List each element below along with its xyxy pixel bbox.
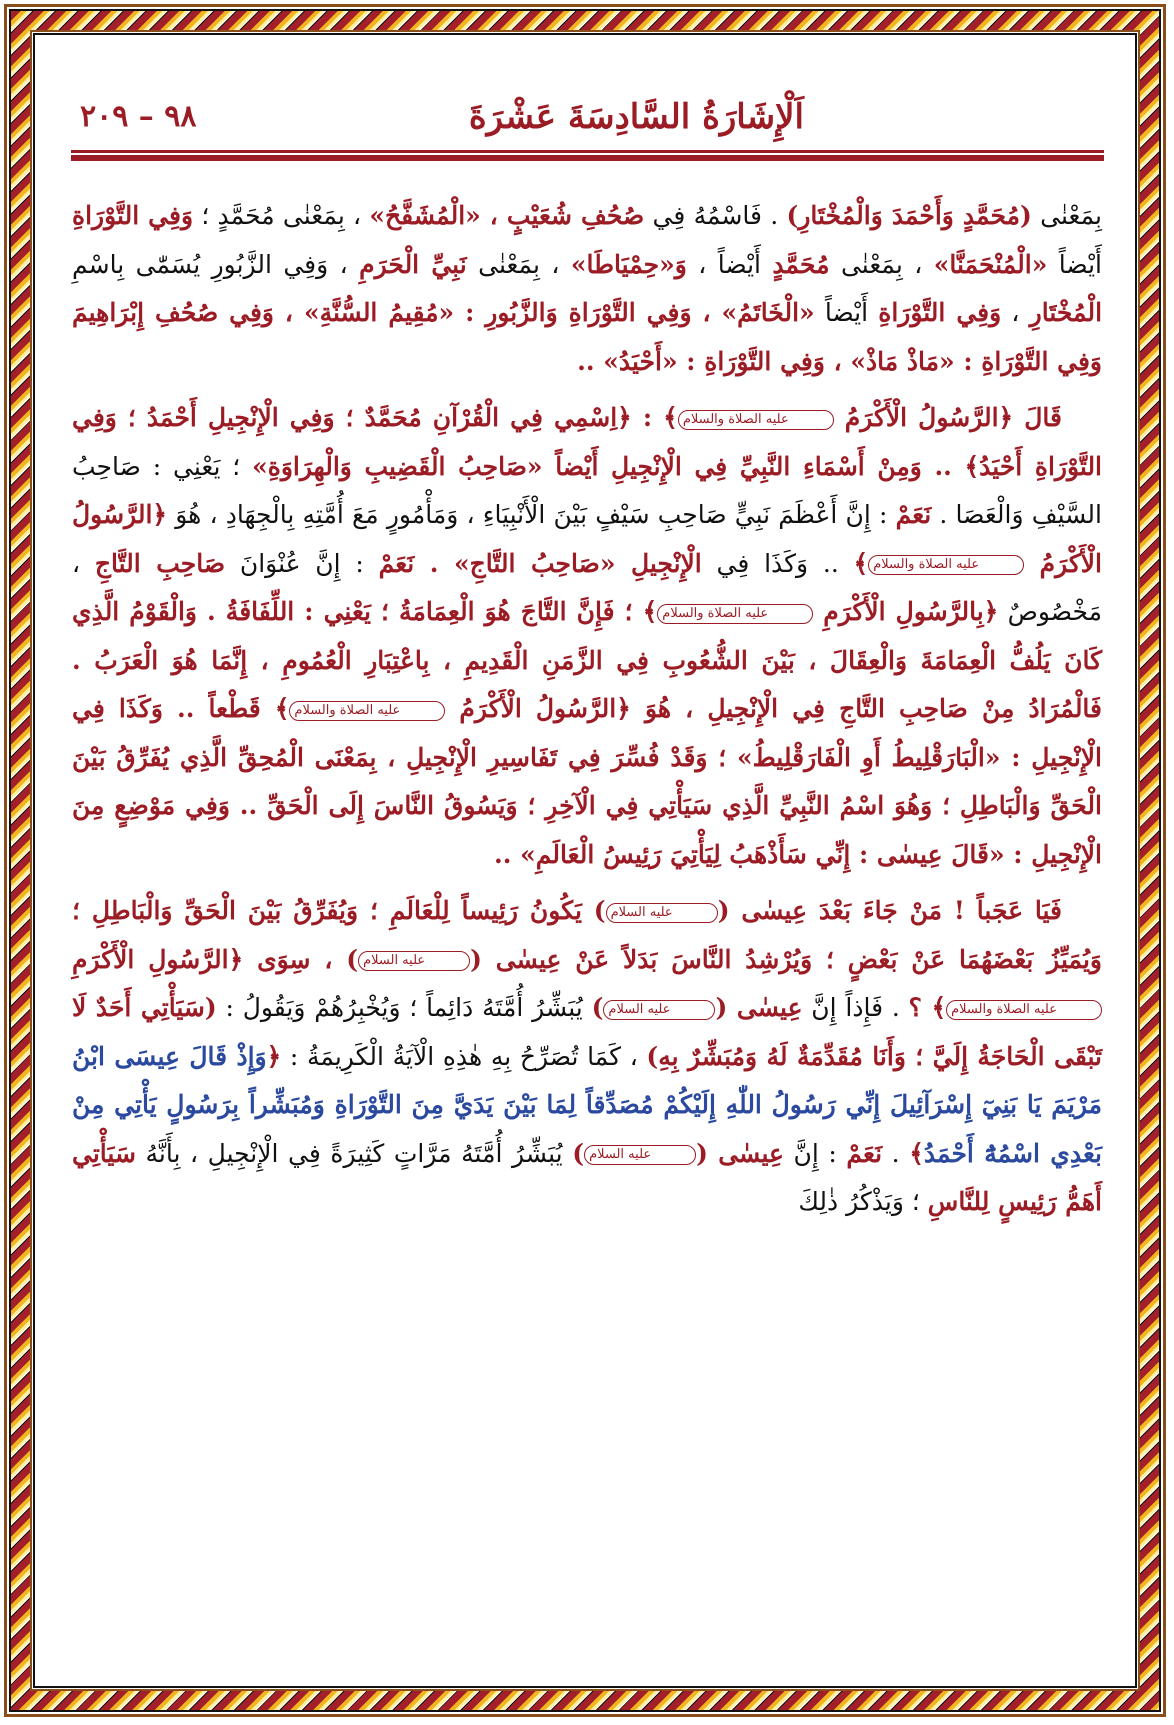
emphasis-text: نَعَمْ: [846, 1138, 883, 1168]
emphasis-text: سَيَأْتِي أَهَمُّ رَئِيسٍ لِلنَّاسِ: [72, 1138, 1102, 1216]
paragraph-1: [72, 192, 1102, 386]
body-text-span: ؛ وَيَذْكُرُ ذٰلِكَ: [798, 1187, 928, 1216]
emphasis-text: وَفِي التَّوْرَاةِ: [878, 298, 1002, 327]
body-text-span: أَيْضاً: [814, 298, 879, 327]
body-text-span: : إِنَّ أَعْظَمَ نَبِيٍّ صَاحِبِ سَيْفٍ بَيْنَ الْأَنْبِيَاءِ ، وَمَأْمُورٍ مَعَ أُمَّتِهِ بِالْجِهَادِ ، هُوَ: [167, 500, 896, 529]
emphasis-text: ﴿الرَّسُولُ الْأَكْرَمُ: [72, 500, 1102, 578]
paragraph-3: [72, 887, 1102, 1227]
body-text-span: .. وَكَذَا فِي: [701, 548, 854, 578]
emphasis-text: عِيسٰى (: [696, 1138, 784, 1168]
emphasis-text: نَعَمْ: [895, 500, 932, 529]
emphasis-text: ) ، سِوَى ﴿الرَّسُولِ الْأَكْرَمِ: [72, 944, 359, 974]
honorific-ligature-icon: عليه السلام: [603, 1000, 715, 1020]
body-text-span: . فَإِذاً إِنَّ: [802, 993, 909, 1022]
honorific-ligature-icon: عليه الصلاة والسلام: [868, 555, 1024, 575]
emphasis-text: «الْمُنْحَمَنَّا»: [933, 249, 1048, 279]
body-text-span: ، كَمَا تُصَرِّحُ بِهِ هٰذِهِ الْآيَةُ الْكَرِيمَةُ :: [281, 1041, 647, 1071]
honorific-ligature-icon: عليه السلام: [584, 1145, 696, 1165]
honorific-ligature-icon: عليه الصلاة والسلام: [657, 604, 813, 624]
emphasis-text: ): [591, 993, 604, 1022]
emphasis-text: (سَيَأْتِي أَحَدٌ لَا تَبْقَى الْحَاجَةُ إِلَيَّ ؛ وَأَنَا مُقَدِّمَةٌ لَهُ وَمُبَشِّرٌ بِهِ): [72, 993, 1102, 1071]
emphasis-text: صُحُفِ شُعَيْبٍ ، «الْمُشَفَّحُ»: [369, 201, 645, 230]
emphasis-text: ) يَكُونُ رَئِيساً لِلْعَالَمِ ؛ وَيُفَرِّقُ بَيْنَ الْحَقِّ وَالْبَاطِلِ ؛ وَيُمَيِّزُ بَعْضَهُمَا عَنْ بَعْضٍ ؛ وَيُرْشِدُ النَّاسَ بَدَلاً عَنْ عِيسٰى (: [72, 896, 1102, 974]
page-range: ٩٨ – ٢٠٩: [80, 99, 197, 134]
header-divider-thin: [71, 150, 1104, 153]
emphasis-text: ﴾ ؛ فَإِنَّ التَّاجَ هُوَ الْعِمَامَةُ ؛ يَعْنِي : اللِّفَافَةُ . وَالْقَوْمُ الَّذِي كَانَ يَلُفُّ الْعِمَامَةَ وَالْعِقَالَ ، بَيْنَ الشُّعُوبِ فِي الزَّمَنِ الْقَدِيمِ ، بِاعْتِبَارِ الْعُمُومِ ، إِنَّمَا هُوَ الْعَرَبُ . فَالْمُرَادُ مِنْ صَاحِبِ التَّاجِ فِي الْإِنْجِيلِ ، هُوَ ﴿الرَّسُولُ الْأَكْرَمُ: [72, 597, 1103, 723]
emphasis-text: صَاحِبِ التَّاجِ: [94, 548, 226, 578]
honorific-ligature-icon: عليه الصلاة والسلام: [946, 1000, 1102, 1020]
emphasis-text: فَيَا عَجَباً ! مَنْ جَاءَ بَعْدَ عِيسٰى (: [717, 896, 1062, 925]
body-text-span: يُبَشِّرُ أُمَّتَهُ مَرَّاتٍ كَثِيرَةً فِي الْإِنْجِيلِ ، بِأَنَّهُ: [135, 1138, 573, 1168]
honorific-ligature-icon: عليه السلام: [358, 951, 470, 971]
honorific-ligature-icon: عليه السلام: [606, 903, 718, 923]
body-text-span: بِمَعْنٰى: [1031, 201, 1102, 230]
body-text-span: أَيْضاً ،: [686, 249, 773, 279]
emphasis-text: مُحَمَّدٍ: [772, 249, 830, 279]
body-text-span: : إِنَّ عُنْوَانَ: [225, 548, 379, 578]
body-text-span: ،: [1001, 298, 1030, 327]
emphasis-text: ﴾: [853, 548, 869, 578]
emphasis-text: وَ«حِمْيَاطَا»: [570, 249, 687, 279]
emphasis-text: ﴾ : ﴿اِسْمِي فِي الْقُرْآنِ مُحَمَّدٌ ؛ وَفِي الْإِنْجِيلِ أَحْمَدُ ؛ وَفِي التَّوْرَاةِ أَحْيَدُ﴾ .. وَمِنْ أَسْمَاءِ النَّبِيِّ فِي الْإِنْجِيلِ أَيْضاً «صَاحِبُ الْقَضِيبِ وَالْهِرَاوَةِ»: [72, 403, 1103, 481]
emphasis-text: «الْخَاتَمُ» ، وَفِي التَّوْرَاةِ وَالزَّبُورِ : «مُقِيمُ السُّنَّةِ» ، وَفِي صُحُفِ إِبْرَاهِيمَ وَفِي التَّوْرَاةِ : «مَاذْ مَاذْ» ، وَفِي التَّوْرَاةِ : «أَحْيَدُ» ..: [72, 298, 1102, 376]
page-header: [72, 92, 1104, 148]
body-text-span: . فَاسْمُهُ فِي: [644, 201, 787, 230]
body-text: [72, 192, 1102, 1235]
body-text-span: ، بِمَعْنٰى مُحَمَّدٍ ؛: [193, 201, 370, 230]
emphasis-text: ﴾ ؟: [908, 993, 947, 1022]
quran-verse-text: وَإِذْ قَالَ عِيسَى ابْنُ مَرْيَمَ يَا بَنِيٓ إِسْرَآئِيلَ إِنِّي رَسُولُ اللّٰهِ إِلَيْكُمْ مُصَدِّقاً لِمَا بَيْنَ يَدَيَّ مِنَ التَّوْرَاةِ وَمُبَشِّراً بِرَسُولٍ يَأْتِي مِنْ بَعْدِي اسْمُهُٓ أَحْمَدُ: [72, 1041, 1103, 1168]
honorific-ligature-icon: عليه الصلاة والسلام: [678, 410, 834, 430]
body-text-span: ، بِمَعْنٰى: [829, 249, 934, 279]
quran-bracket-icon: ﴿: [266, 1041, 282, 1071]
emphasis-text: وَفِي التَّوْرَاةِ: [72, 201, 194, 230]
section-title: اَلْإِشَارَةُ السَّادِسَةَ عَشْرَةَ: [468, 97, 804, 137]
header-divider: [71, 150, 1104, 162]
emphasis-text: قَالَ ﴿الرَّسُولُ الْأَكْرَمُ: [833, 403, 1062, 432]
body-text-span: ، بِمَعْنٰى: [466, 249, 571, 279]
emphasis-text: الْإِنْجِيلِ «صَاحِبُ التَّاجِ» . نَعَمْ: [378, 548, 702, 578]
quran-bracket-icon: ﴾: [909, 1138, 924, 1168]
body-text-span: .: [882, 1138, 910, 1168]
header-divider-thick: [71, 155, 1104, 161]
body-text-span: يُبَشِّرُ أُمَّتَهُ دَائِماً ؛ وَيُخْبِرُهُمْ وَيَقُولُ :: [216, 993, 592, 1022]
emphasis-text: الْمُخْتَارِ: [1029, 298, 1103, 327]
emphasis-text: (مُحَمَّدٍ وَأَحْمَدَ وَالْمُخْتَارِ): [786, 201, 1032, 230]
body-text-span: ، مَخْصُوصٌ: [72, 548, 1102, 626]
emphasis-text: ﴾ قَطْعاً .. وَكَذَا فِي الْإِنْجِيلِ : «الْبَارَقْلِيطُ أَوِ الْفَارَقْلِيطُ» ؛ وَقَدْ فُسِّرَ فِي تَفَاسِيرِ الْإِنْجِيلِ ، بِمَعْنَى الْمُحِقِّ الَّذِي يُفَرِّقُ بَيْنَ الْحَقِّ وَالْبَاطِلِ ؛ وَهُوَ اسْمُ النَّبِيِّ الَّذِي سَيَأْتِي فِي الْآخِرِ ؛ وَيَسُوقُ النَّاسَ إِلَى الْحَقِّ .. وَفِي مَوْضِعٍ مِنَ الْإِنْجِيلِ : «قَالَ عِيسٰى : إِنِّي سَأَذْهَبُ لِيَأْتِيَ رَئِيسُ الْعَالَمِ» ..: [72, 694, 1102, 869]
paragraph-2: [72, 394, 1102, 879]
body-text-span: ، وَفِي الزَّبُورِ يُسَمّٰى بِاسْمِ: [72, 249, 360, 279]
body-text-span: : إِنَّ: [783, 1138, 847, 1168]
emphasis-text: عِيسٰى (: [715, 993, 803, 1022]
emphasis-text: ﴿بِالرَّسُولِ الْأَكْرَمِ: [813, 597, 999, 626]
emphasis-text: ): [572, 1138, 585, 1168]
honorific-ligature-icon: عليه الصلاة والسلام: [289, 701, 445, 721]
body-text-span: ؛ يَعْنِي : صَاحِبُ السَّيْفِ وَالْعَصَا .: [72, 451, 1102, 529]
body-text-span: أَيْضاً: [1047, 249, 1102, 279]
emphasis-text: نَبِيِّ الْحَرَمِ: [359, 249, 467, 279]
